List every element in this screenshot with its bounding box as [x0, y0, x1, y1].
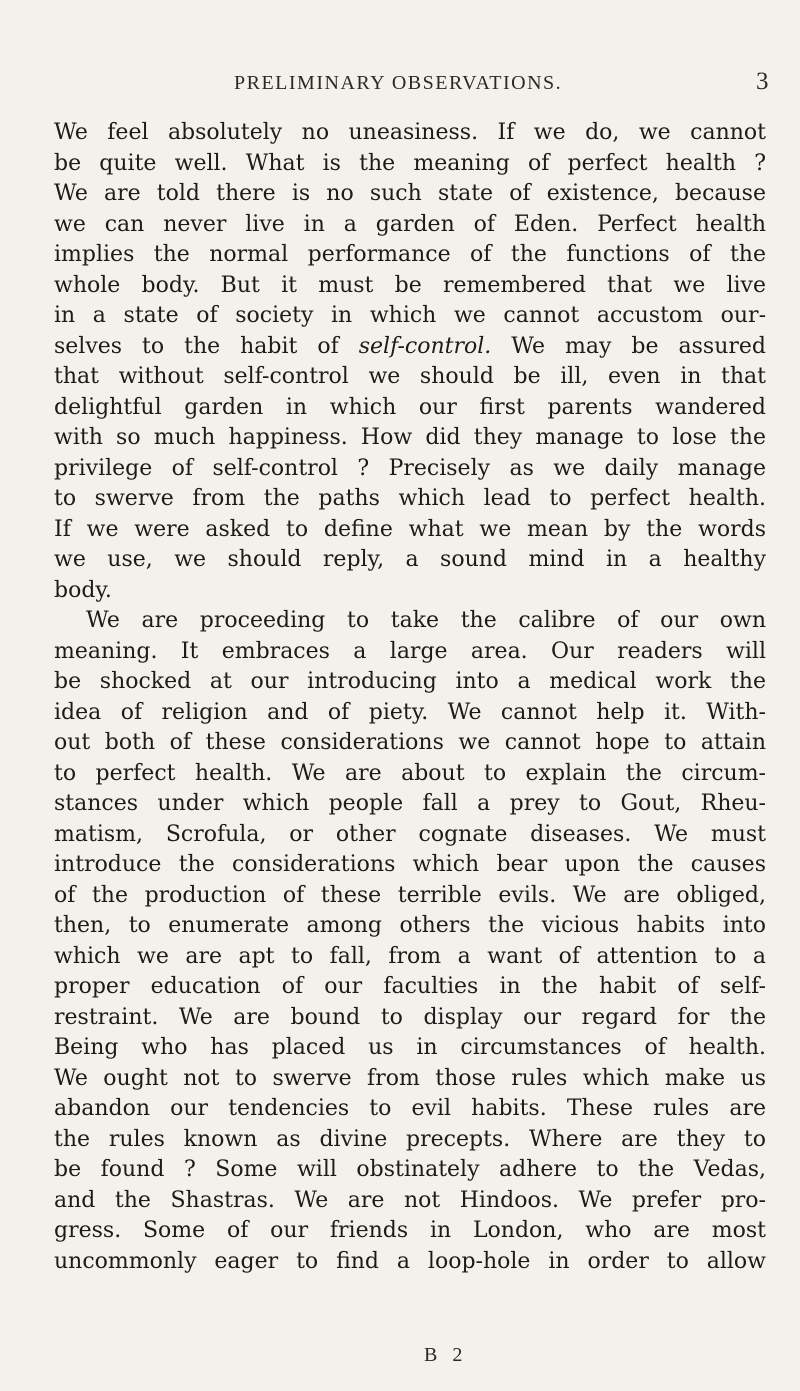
paragraph-start-line: We are proceeding to take the calibre of our own	[86, 608, 766, 633]
text-segment: selves to the habit of	[54, 333, 339, 359]
text-line: out both of these considerations we cannot hope to attain	[54, 730, 766, 755]
running-head: PRELIMINARY OBSERVATIONS.	[234, 72, 563, 94]
text-line: We feel absolutely no uneasiness. If we do, we cannot	[54, 120, 766, 145]
text-line: gress. Some of our friends in London, who are most	[54, 1218, 766, 1243]
text-line: stances under which people fall a prey to Gout, Rheu-	[54, 791, 766, 816]
text-line-with-emphasis	[54, 332, 766, 363]
text-line: be found ? Some will obstinately adhere to the Vedas,	[54, 1157, 766, 1182]
text-line: If we were asked to define what we mean by the words	[54, 516, 766, 542]
text-line: be quite well. What is the meaning of perfect health ?	[54, 150, 766, 176]
text-line: restraint. We are bound to display our regard for the	[54, 1004, 766, 1030]
text-line: be shocked at our introducing into a medical work the	[54, 669, 766, 694]
text-line: which we are apt to fall, from a want of attention to a	[54, 943, 766, 969]
page-number: 3	[756, 68, 769, 95]
text-line: with so much happiness. How did they manage to lose the	[54, 425, 766, 450]
text-line: and the Shastras. We are not Hindoos. We prefer pro-	[54, 1187, 766, 1213]
body-text	[54, 118, 766, 1277]
page-header	[0, 68, 800, 102]
text-line: we use, we should reply, a sound mind in a healthy	[54, 547, 766, 572]
text-line: introduce the considerations which bear upon the causes	[54, 852, 766, 877]
text-line: then, to enumerate among others the vicious habits into	[54, 913, 766, 938]
text-line: we can never live in a garden of Eden. Perfect health	[54, 211, 766, 237]
text-line: idea of religion and of piety. We cannot help it. With-	[54, 699, 766, 725]
text-line: Being who has placed us in circumstances of health.	[54, 1035, 766, 1060]
text-line: privilege of self-control ? Precisely as we daily manage	[54, 455, 766, 481]
text-line: to perfect health. We are about to explain the circum-	[54, 760, 766, 786]
text-segment: We may be assured	[511, 333, 766, 359]
text-line: to swerve from the paths which lead to perfect health.	[54, 486, 766, 511]
text-line: matism, Scrofula, or other cognate diseases. We must	[54, 821, 766, 847]
text-line: meaning. It embraces a large area. Our readers will	[54, 638, 766, 664]
signature-mark: B 2	[424, 1344, 468, 1366]
text-line: of the production of these terrible evils. We are obliged,	[54, 882, 766, 908]
text-line: We ought not to swerve from those rules which make us	[54, 1065, 766, 1091]
text-line: whole body. But it must be remembered that we live	[54, 272, 766, 298]
text-line: proper education of our faculties in the habit of self-	[54, 974, 766, 999]
text-line: the rules known as divine precepts. Where are they to	[54, 1126, 766, 1152]
text-line: in a state of society in which we cannot accustom our-	[54, 303, 766, 328]
emphasized-term: self-control.	[358, 333, 492, 359]
text-line: We are told there is no such state of existence, because	[54, 181, 766, 206]
paragraph-end-line: body.	[54, 577, 112, 603]
text-line: abandon our tendencies to evil habits. These rules are	[54, 1096, 766, 1121]
text-line: delightful garden in which our first parents wandered	[54, 394, 766, 420]
text-line: implies the normal performance of the functions of the	[54, 242, 766, 267]
text-line: that without self-control we should be ill, even in that	[54, 364, 766, 389]
text-line: uncommonly eager to find a loop-hole in order to allow	[54, 1248, 766, 1274]
